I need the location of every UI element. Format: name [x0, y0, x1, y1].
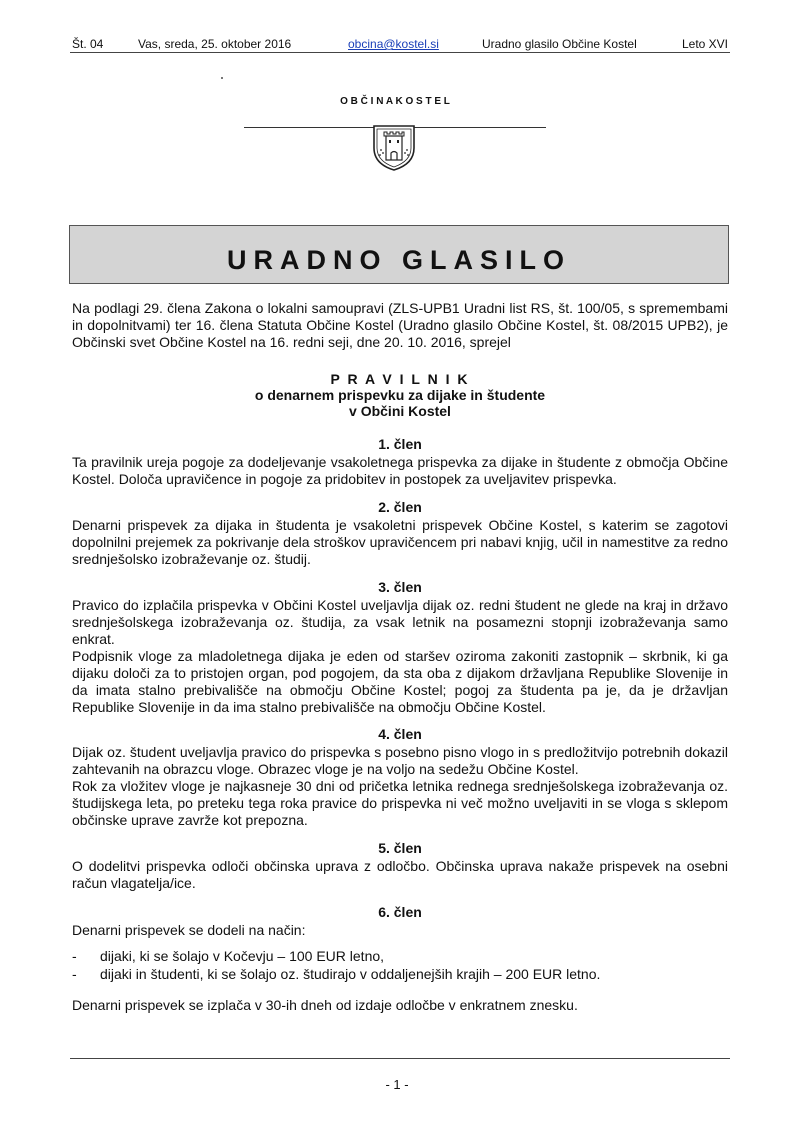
page-number: - 1 -	[385, 1077, 409, 1092]
footer-rule	[70, 1058, 730, 1059]
list-text: dijaki, ki se šolajo v Kočevju – 100 EUR letno,	[100, 948, 385, 964]
closing-paragraph: Denarni prispevek se izplača v 30-ih dneh od izdaje odločbe v enkratnem znesku.	[72, 997, 578, 1013]
regulation-subtitle-2: v Občini Kostel	[349, 403, 451, 419]
article-1-paragraph: Ta pravilnik ureja pogoje za dodeljevanje vsakoletnega prispevka za dijake in študente z območja Občine Kostel. Določa upravičence in pogoje za pridobitev in postopek za uveljavitev prispevka.	[72, 454, 728, 487]
page-header	[70, 36, 730, 53]
email-link[interactable]: obcina@kostel.si	[348, 37, 439, 51]
article-1-heading: 1. člen	[378, 436, 422, 452]
issue-number: Št. 04	[72, 37, 104, 51]
article-2-heading: 2. člen	[378, 499, 422, 515]
issue-date: Vas, sreda, 25. oktober 2016	[138, 37, 292, 51]
article-3-paragraph-1: Pravico do izplačila prispevka v Občini Kostel uveljavlja dijak oz. redni študent ne glede na kraj in državo srednješolskega izobraževanja oz. študija, za vsak letnik na posamezni stopnji izobraževanja samo enkrat.	[72, 597, 728, 647]
article-3-text	[72, 597, 728, 716]
article-4-text	[72, 744, 728, 829]
municipality-name: O B Č I N A K O S T E L	[340, 96, 450, 107]
article-5-text	[72, 858, 728, 892]
list-bullet: -	[72, 966, 77, 982]
article-2-text	[72, 517, 728, 568]
article-3-paragraph-2: Podpisnik vloge za mladoletnega dijaka je eden od staršev oziroma zakoniti zastopnik – skrbnik, ki ga dijaku določi za to pristojen organ, pod pogojem, da sta oba z dijakom državljana Republike Slovenije in da imata stalno prebivališče na območju Občine Kostel; pogoj za študenta pa je, da je državljan Republike Slovenije in da ima stalno prebivališče na območju Občine Kostel.	[72, 648, 728, 715]
article-5-paragraph: O dodelitvi prispevka odloči občinska uprava z odločbo. Občinska uprava nakaže prispevek na osebni račun vlagatelja/ice.	[72, 858, 728, 891]
regulation-heading	[72, 371, 728, 419]
preamble: Na podlagi 29. člena Zakona o lokalni samoupravi (ZLS-UPB1 Uradni list RS, št. 100/05, s spremembami in dopolnitvami) ter 16. člena Statuta Občine Kostel (Uradno glasilo Občine Kostel, št. 08/2015 UPB2), je Občinski svet Občine Kostel na 16. redni seji, dne 20. 10. 2016, sprejel	[72, 300, 728, 350]
article-4-paragraph-2: Rok za vložitev vloge je najkasneje 30 dni od pričetka letnika rednega srednješolskega izobraževanja oz. študijskega leta, po preteku tega roka pravice do prispevka ni več možno uveljaviti in se vloga s sklepom občinske uprave zavrže kot prepozna.	[72, 778, 728, 828]
print-mark	[221, 77, 223, 79]
volume-year: Leto XVI	[681, 37, 728, 51]
article-4-paragraph-1: Dijak oz. študent uveljavlja pravico do prispevka s posebno pisno vlogo in s predložitvijo potrebnih dokazil zahtevanih na obrazcu vloge. Obrazec vloge je na voljo na sedežu Občine Kostel.	[72, 744, 728, 777]
article-1-text	[72, 454, 728, 488]
article-5-heading: 5. člen	[378, 840, 422, 856]
list-text: dijaki in študenti, ki se šolajo oz. študirajo v oddaljenejših krajih – 200 EUR letno.	[100, 966, 601, 982]
article-6-heading: 6. člen	[378, 904, 422, 920]
coat-of-arms-icon	[371, 122, 417, 172]
municipality-crest-block	[244, 92, 546, 182]
article-2-paragraph: Denarni prispevek za dijaka in študenta je vsakoletni prispevek Občine Kostel, s katerim se zagotovi dopolnilni prejemek za pokrivanje dela stroškov upravičencem pri nabavi knjig, učil in namestitve za redno srednješolsko izobraževanje oz. študij.	[72, 517, 728, 567]
article-4-heading: 4. člen	[378, 726, 422, 742]
publication-name: Uradno glasilo Občine Kostel	[482, 37, 637, 51]
list-bullet: -	[72, 948, 77, 964]
regulation-subtitle-1: o denarnem prispevku za dijake in študente	[254, 387, 546, 403]
gazette-title: URADNO GLASILO	[227, 245, 571, 275]
article-3-heading: 3. člen	[378, 579, 422, 595]
article-6-text	[72, 922, 728, 939]
article-6-paragraph: Denarni prispevek se dodeli na način:	[72, 922, 306, 938]
regulation-title: P R A V I L N I K	[330, 371, 470, 387]
gazette-banner	[69, 225, 729, 284]
